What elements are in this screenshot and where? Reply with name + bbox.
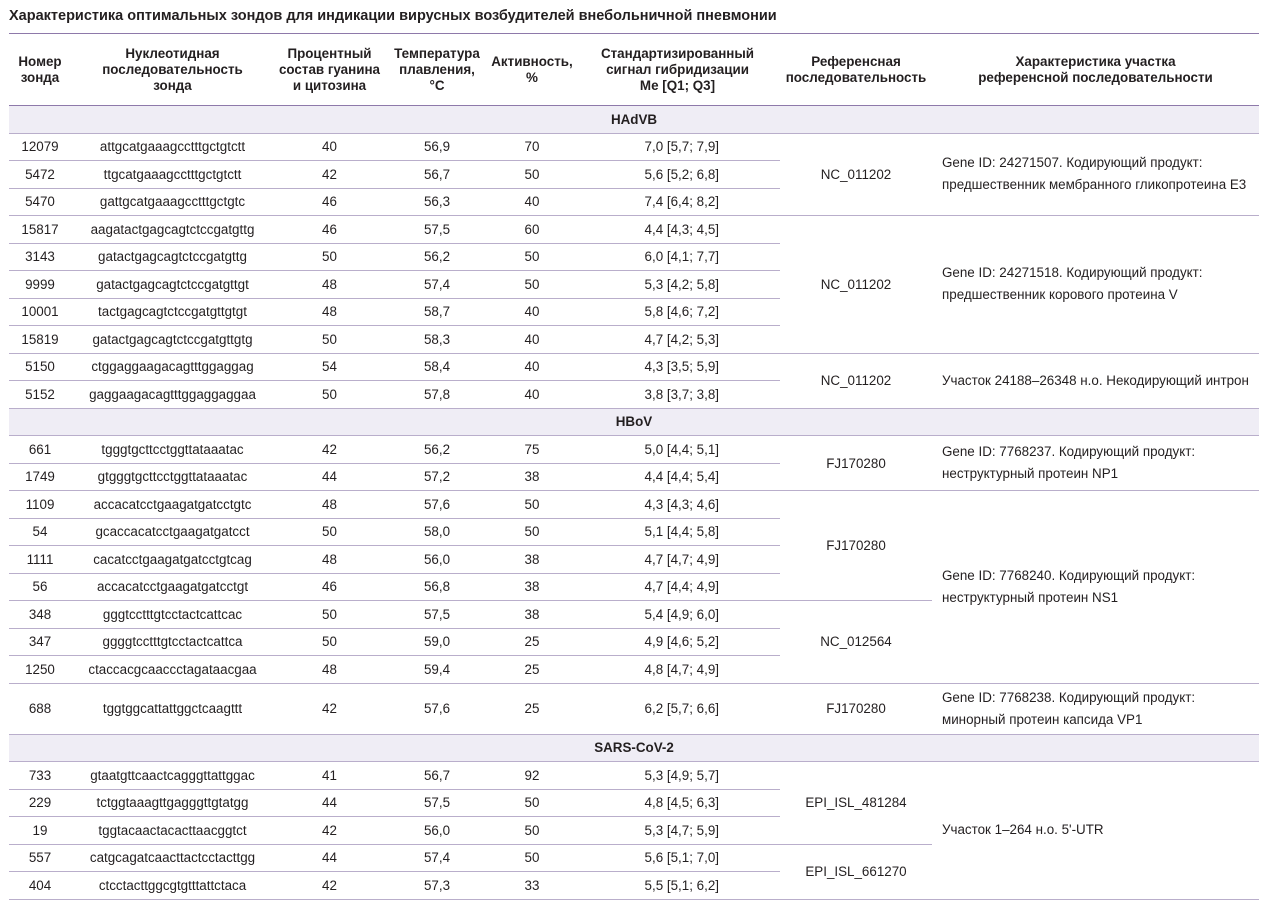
cell-signal: 3,8 [3,7; 3,8]	[575, 381, 780, 409]
cell-activity: 50	[489, 491, 575, 519]
cell-gc-content: 41	[274, 762, 385, 790]
cell-gc-content: 42	[274, 436, 385, 464]
section-row	[9, 734, 1259, 762]
cell-probe-number: 557	[9, 844, 71, 872]
cell-melting-temp: 56,2	[385, 436, 489, 464]
cell-melting-temp: 57,5	[385, 216, 489, 244]
table-row	[9, 491, 1259, 519]
cell-reference: FJ170280	[780, 683, 932, 734]
cell-activity: 50	[489, 271, 575, 299]
cell-reference: FJ170280	[780, 491, 932, 601]
cell-sequence: tggtacaactacacttaacggtct	[71, 817, 274, 845]
header-region-description: Характеристика участка референсной последовательности	[932, 34, 1259, 106]
cell-gc-content: 50	[274, 381, 385, 409]
cell-gc-content: 50	[274, 628, 385, 656]
cell-signal: 6,0 [4,1; 7,7]	[575, 243, 780, 271]
cell-gc-content: 44	[274, 789, 385, 817]
cell-sequence: gatactgagcagtctccgatgttgtg	[71, 326, 274, 354]
cell-activity: 25	[489, 683, 575, 734]
cell-probe-number: 9999	[9, 271, 71, 299]
probe-table	[9, 33, 1259, 900]
cell-activity: 25	[489, 656, 575, 684]
cell-signal: 4,3 [3,5; 5,9]	[575, 353, 780, 381]
cell-signal: 5,3 [4,9; 5,7]	[575, 762, 780, 790]
cell-probe-number: 229	[9, 789, 71, 817]
cell-sequence: gtgggtgcttcctggttataaatac	[71, 463, 274, 491]
cell-activity: 75	[489, 436, 575, 464]
cell-sequence: ctcctacttggcgtgtttattctaca	[71, 872, 274, 900]
header-reference: Референсная последовательность	[780, 34, 932, 106]
cell-sequence: tggtggcattattggctcaagttt	[71, 683, 274, 734]
cell-probe-number: 19	[9, 817, 71, 845]
cell-probe-number: 5472	[9, 161, 71, 189]
cell-reference: EPI_ISL_661270	[780, 844, 932, 899]
cell-signal: 4,7 [4,2; 5,3]	[575, 326, 780, 354]
cell-melting-temp: 57,4	[385, 844, 489, 872]
cell-activity: 50	[489, 161, 575, 189]
cell-reference: FJ170280	[780, 436, 932, 491]
cell-sequence: gatactgagcagtctccgatgttg	[71, 243, 274, 271]
cell-activity: 40	[489, 326, 575, 354]
section-title: HAdVB	[9, 106, 1259, 134]
cell-sequence: gtaatgttcaactcagggttattggac	[71, 762, 274, 790]
cell-signal: 4,3 [4,3; 4,6]	[575, 491, 780, 519]
cell-activity: 50	[489, 817, 575, 845]
table-row	[9, 353, 1259, 381]
cell-gc-content: 50	[274, 243, 385, 271]
cell-signal: 7,0 [5,7; 7,9]	[575, 133, 780, 161]
cell-activity: 33	[489, 872, 575, 900]
cell-signal: 5,8 [4,6; 7,2]	[575, 298, 780, 326]
cell-region-description: Gene ID: 7768237. Кодирующий продукт: неструктурный протеин NP1	[932, 436, 1259, 491]
cell-activity: 38	[489, 601, 575, 629]
cell-activity: 38	[489, 463, 575, 491]
section-title: SARS-CoV-2	[9, 734, 1259, 762]
cell-probe-number: 1109	[9, 491, 71, 519]
cell-probe-number: 56	[9, 573, 71, 601]
cell-sequence: cacatcctgaagatgatcctgtcag	[71, 546, 274, 574]
cell-melting-temp: 56,2	[385, 243, 489, 271]
cell-activity: 40	[489, 188, 575, 216]
cell-melting-temp: 57,5	[385, 789, 489, 817]
section-row	[9, 408, 1259, 436]
cell-reference: NC_011202	[780, 216, 932, 354]
cell-region-description: Участок 24188–26348 н.о. Некодирующий интрон	[932, 353, 1259, 408]
cell-probe-number: 15819	[9, 326, 71, 354]
cell-gc-content: 50	[274, 601, 385, 629]
cell-signal: 5,3 [4,2; 5,8]	[575, 271, 780, 299]
cell-activity: 38	[489, 546, 575, 574]
cell-melting-temp: 56,7	[385, 762, 489, 790]
cell-sequence: tactgagcagtctccgatgttgtgt	[71, 298, 274, 326]
table-row	[9, 133, 1259, 161]
cell-signal: 5,6 [5,1; 7,0]	[575, 844, 780, 872]
cell-signal: 4,7 [4,4; 4,9]	[575, 573, 780, 601]
cell-melting-temp: 58,4	[385, 353, 489, 381]
cell-melting-temp: 57,5	[385, 601, 489, 629]
cell-signal: 4,4 [4,3; 4,5]	[575, 216, 780, 244]
cell-probe-number: 5150	[9, 353, 71, 381]
cell-gc-content: 46	[274, 573, 385, 601]
cell-melting-temp: 59,4	[385, 656, 489, 684]
cell-sequence: gattgcatgaaagcctttgctgtc	[71, 188, 274, 216]
cell-signal: 4,7 [4,7; 4,9]	[575, 546, 780, 574]
cell-sequence: catgcagatcaacttactcctacttgg	[71, 844, 274, 872]
cell-melting-temp: 56,0	[385, 817, 489, 845]
cell-signal: 4,8 [4,5; 6,3]	[575, 789, 780, 817]
cell-sequence: gaggaagacagtttggaggaggaa	[71, 381, 274, 409]
cell-sequence: accacatcctgaagatgatcctgt	[71, 573, 274, 601]
cell-probe-number: 1111	[9, 546, 71, 574]
cell-probe-number: 5470	[9, 188, 71, 216]
cell-signal: 6,2 [5,7; 6,6]	[575, 683, 780, 734]
cell-region-description: Gene ID: 7768238. Кодирующий продукт: минорный протеин капсида VP1	[932, 683, 1259, 734]
cell-probe-number: 404	[9, 872, 71, 900]
cell-activity: 50	[489, 789, 575, 817]
cell-gc-content: 48	[274, 298, 385, 326]
header-sequence: Нуклеотидная последовательность зонда	[71, 34, 274, 106]
cell-probe-number: 733	[9, 762, 71, 790]
cell-melting-temp: 56,3	[385, 188, 489, 216]
cell-activity: 25	[489, 628, 575, 656]
cell-probe-number: 347	[9, 628, 71, 656]
cell-gc-content: 46	[274, 216, 385, 244]
cell-signal: 4,8 [4,7; 4,9]	[575, 656, 780, 684]
cell-probe-number: 348	[9, 601, 71, 629]
cell-gc-content: 48	[274, 491, 385, 519]
cell-probe-number: 54	[9, 518, 71, 546]
cell-sequence: ggggtcctttgtcctactcattca	[71, 628, 274, 656]
cell-gc-content: 48	[274, 546, 385, 574]
cell-probe-number: 3143	[9, 243, 71, 271]
cell-activity: 50	[489, 243, 575, 271]
cell-signal: 4,9 [4,6; 5,2]	[575, 628, 780, 656]
cell-activity: 40	[489, 381, 575, 409]
cell-region-description: Gene ID: 24271507. Кодирующий продукт: предшественник мембранного гликопротеина Е3	[932, 133, 1259, 216]
cell-gc-content: 42	[274, 161, 385, 189]
cell-melting-temp: 58,0	[385, 518, 489, 546]
cell-melting-temp: 58,7	[385, 298, 489, 326]
cell-sequence: gatactgagcagtctccgatgttgt	[71, 271, 274, 299]
cell-activity: 50	[489, 518, 575, 546]
page-title: Характеристика оптимальных зондов для индикации вирусных возбудителей внебольничной пневмонии	[9, 8, 777, 24]
cell-activity: 50	[489, 844, 575, 872]
cell-gc-content: 48	[274, 271, 385, 299]
cell-probe-number: 12079	[9, 133, 71, 161]
cell-activity: 70	[489, 133, 575, 161]
table-row	[9, 762, 1259, 790]
cell-signal: 7,4 [6,4; 8,2]	[575, 188, 780, 216]
cell-sequence: aagatactgagcagtctccgatgttg	[71, 216, 274, 244]
cell-signal: 5,4 [4,9; 6,0]	[575, 601, 780, 629]
cell-melting-temp: 57,2	[385, 463, 489, 491]
cell-gc-content: 54	[274, 353, 385, 381]
cell-melting-temp: 56,7	[385, 161, 489, 189]
cell-signal: 5,3 [4,7; 5,9]	[575, 817, 780, 845]
cell-signal: 4,4 [4,4; 5,4]	[575, 463, 780, 491]
cell-probe-number: 10001	[9, 298, 71, 326]
cell-signal: 5,5 [5,1; 6,2]	[575, 872, 780, 900]
cell-probe-number: 15817	[9, 216, 71, 244]
cell-signal: 5,1 [4,4; 5,8]	[575, 518, 780, 546]
header-probe-number: Номер зонда	[9, 34, 71, 106]
cell-melting-temp: 56,0	[385, 546, 489, 574]
cell-melting-temp: 57,4	[385, 271, 489, 299]
cell-sequence: tctggtaaagttgagggttgtatgg	[71, 789, 274, 817]
cell-sequence: ttgcatgaaagcctttgctgtctt	[71, 161, 274, 189]
cell-sequence: ctggaggaagacagtttggaggag	[71, 353, 274, 381]
cell-sequence: ctaccacgcaaccctagataacgaa	[71, 656, 274, 684]
cell-sequence: gcaccacatcctgaagatgatcct	[71, 518, 274, 546]
cell-gc-content: 42	[274, 817, 385, 845]
table-body	[9, 106, 1259, 900]
table-row	[9, 436, 1259, 464]
cell-activity: 38	[489, 573, 575, 601]
cell-sequence: gggtcctttgtcctactcattcac	[71, 601, 274, 629]
cell-melting-temp: 58,3	[385, 326, 489, 354]
header-melting-temp: Температура плавления, °С	[385, 34, 489, 106]
section-row	[9, 106, 1259, 134]
cell-gc-content: 48	[274, 656, 385, 684]
cell-melting-temp: 57,8	[385, 381, 489, 409]
cell-activity: 60	[489, 216, 575, 244]
cell-reference: NC_012564	[780, 601, 932, 684]
cell-region-description: Участок 1–264 н.о. 5'-UTR	[932, 762, 1259, 900]
cell-probe-number: 661	[9, 436, 71, 464]
cell-region-description: Gene ID: 24271518. Кодирующий продукт: предшественник корового протеина V	[932, 216, 1259, 354]
cell-gc-content: 50	[274, 518, 385, 546]
cell-probe-number: 1250	[9, 656, 71, 684]
cell-signal: 5,6 [5,2; 6,8]	[575, 161, 780, 189]
header-gc-content: Процентный состав гуанина и цитозина	[274, 34, 385, 106]
cell-activity: 40	[489, 353, 575, 381]
cell-gc-content: 50	[274, 326, 385, 354]
cell-reference: NC_011202	[780, 133, 932, 216]
cell-activity: 92	[489, 762, 575, 790]
cell-sequence: tgggtgcttcctggttataaatac	[71, 436, 274, 464]
cell-reference: EPI_ISL_481284	[780, 762, 932, 845]
cell-melting-temp: 59,0	[385, 628, 489, 656]
cell-probe-number: 688	[9, 683, 71, 734]
cell-gc-content: 40	[274, 133, 385, 161]
cell-signal: 5,0 [4,4; 5,1]	[575, 436, 780, 464]
cell-melting-temp: 56,8	[385, 573, 489, 601]
header-signal: Стандартизированный сигнал гибридизации Ме [Q1; Q3]	[575, 34, 780, 106]
cell-region-description: Gene ID: 7768240. Кодирующий продукт: неструктурный протеин NS1	[932, 491, 1259, 684]
cell-gc-content: 44	[274, 463, 385, 491]
cell-activity: 40	[489, 298, 575, 326]
cell-sequence: attgcatgaaagcctttgctgtctt	[71, 133, 274, 161]
cell-probe-number: 5152	[9, 381, 71, 409]
cell-melting-temp: 57,3	[385, 872, 489, 900]
cell-sequence: accacatcctgaagatgatcctgtc	[71, 491, 274, 519]
cell-gc-content: 44	[274, 844, 385, 872]
table-row	[9, 683, 1259, 734]
cell-gc-content: 42	[274, 683, 385, 734]
cell-melting-temp: 57,6	[385, 683, 489, 734]
cell-gc-content: 42	[274, 872, 385, 900]
header-activity: Активность, %	[489, 34, 575, 106]
table-row	[9, 216, 1259, 244]
cell-melting-temp: 57,6	[385, 491, 489, 519]
section-title: HBoV	[9, 408, 1259, 436]
cell-reference: NC_011202	[780, 353, 932, 408]
cell-melting-temp: 56,9	[385, 133, 489, 161]
cell-probe-number: 1749	[9, 463, 71, 491]
cell-gc-content: 46	[274, 188, 385, 216]
header-row	[9, 34, 1259, 106]
